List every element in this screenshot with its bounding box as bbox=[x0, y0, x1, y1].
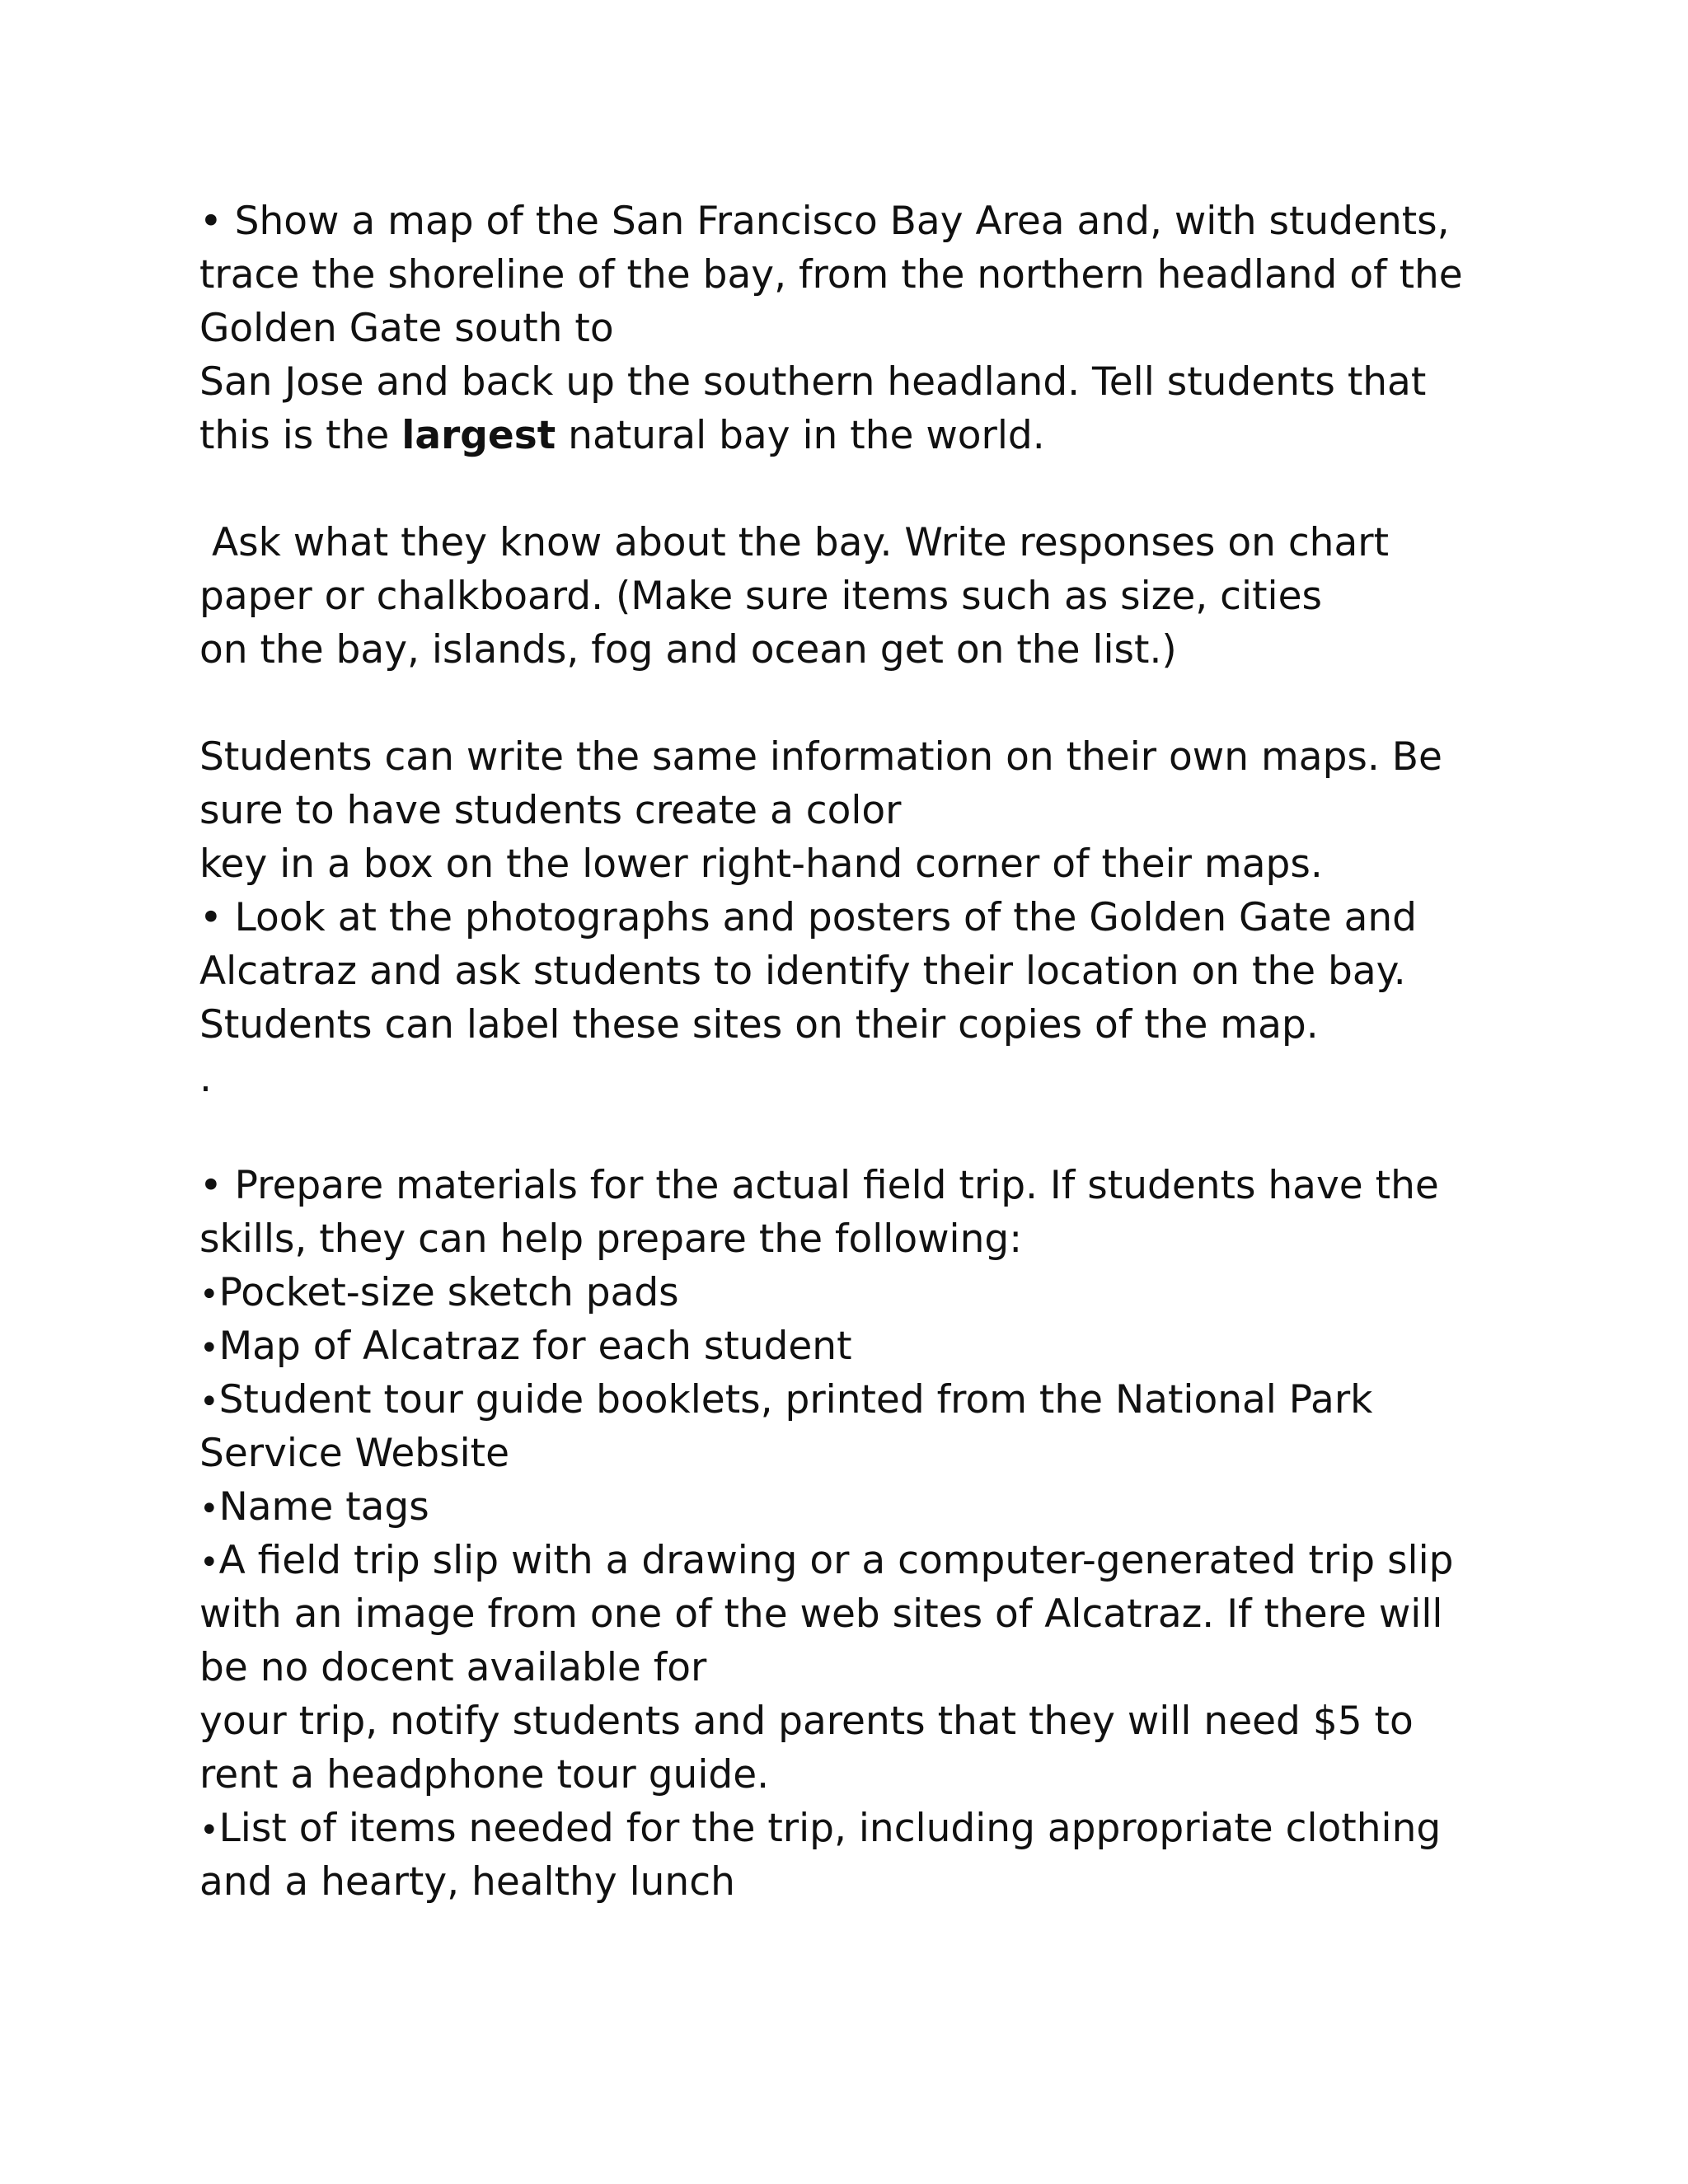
list-item bbox=[199, 1324, 852, 1369]
text-line: Alcatraz and ask students to identify their location on the bay. bbox=[199, 949, 1406, 994]
list-item-text: Student tour guide booklets, printed from the National Park bbox=[218, 1377, 1373, 1422]
text-line: Students can write the same information on their own maps. Be bbox=[199, 734, 1442, 780]
text-segment: this is the bbox=[199, 413, 402, 458]
text-line: sure to have students create a color bbox=[199, 788, 902, 833]
text-line: your trip, notify students and parents that they will need $5 to bbox=[199, 1699, 1414, 1744]
text-line: • Look at the photographs and posters of the Golden Gate and bbox=[199, 895, 1417, 940]
list-item-text: Pocket-size sketch pads bbox=[218, 1270, 679, 1315]
list-item bbox=[199, 1484, 429, 1530]
bullet-icon: • bbox=[199, 1544, 219, 1582]
text-line: on the bay, islands, fog and ocean get on the list.) bbox=[199, 627, 1177, 673]
list-item bbox=[199, 1270, 679, 1315]
text-line: trace the shoreline of the bay, from the northern headland of the bbox=[199, 252, 1463, 298]
text-line: with an image from one of the web sites of Alcatraz. If there will bbox=[199, 1591, 1443, 1637]
list-item-text: Map of Alcatraz for each student bbox=[218, 1324, 852, 1369]
text-line: Service Website bbox=[199, 1431, 509, 1476]
text-line: be no docent available for bbox=[199, 1645, 707, 1690]
list-item-text: A field trip slip with a drawing or a computer-generated trip slip bbox=[218, 1538, 1454, 1583]
list-item-text: Name tags bbox=[218, 1484, 429, 1530]
list-item bbox=[199, 1377, 1373, 1422]
bold-emphasis: largest bbox=[401, 413, 556, 458]
list-item bbox=[199, 1538, 1454, 1583]
bullet-icon: • bbox=[199, 1811, 219, 1849]
text-line: . bbox=[199, 1056, 212, 1101]
list-item bbox=[199, 1806, 1442, 1851]
bullet-icon: • bbox=[199, 1490, 219, 1528]
text-line: • Show a map of the San Francisco Bay Area and, with students, bbox=[199, 199, 1450, 244]
text-line: Ask what they know about the bay. Write responses on chart bbox=[199, 520, 1390, 565]
text-line: Golden Gate south to bbox=[199, 306, 614, 351]
bullet-icon: • bbox=[199, 1329, 219, 1367]
text-line bbox=[199, 413, 1045, 458]
text-segment: natural bay in the world. bbox=[556, 413, 1045, 458]
text-line: key in a box on the lower right-hand corner of their maps. bbox=[199, 841, 1323, 887]
bullet-icon: • bbox=[199, 1276, 219, 1314]
text-line: • Prepare materials for the actual field trip. If students have the bbox=[199, 1163, 1439, 1208]
text-line: and a hearty, healthy lunch bbox=[199, 1859, 735, 1905]
text-line: skills, they can help prepare the following: bbox=[199, 1216, 1023, 1262]
text-line: San Jose and back up the southern headland. Tell students that bbox=[199, 359, 1427, 405]
bullet-icon: • bbox=[199, 1383, 219, 1421]
text-line: Students can label these sites on their copies of the map. bbox=[199, 1002, 1319, 1047]
list-item-text: List of items needed for the trip, including appropriate clothing bbox=[218, 1806, 1442, 1851]
text-line: rent a headphone tour guide. bbox=[199, 1752, 770, 1797]
text-line: paper or chalkboard. (Make sure items such as size, cities bbox=[199, 574, 1322, 619]
